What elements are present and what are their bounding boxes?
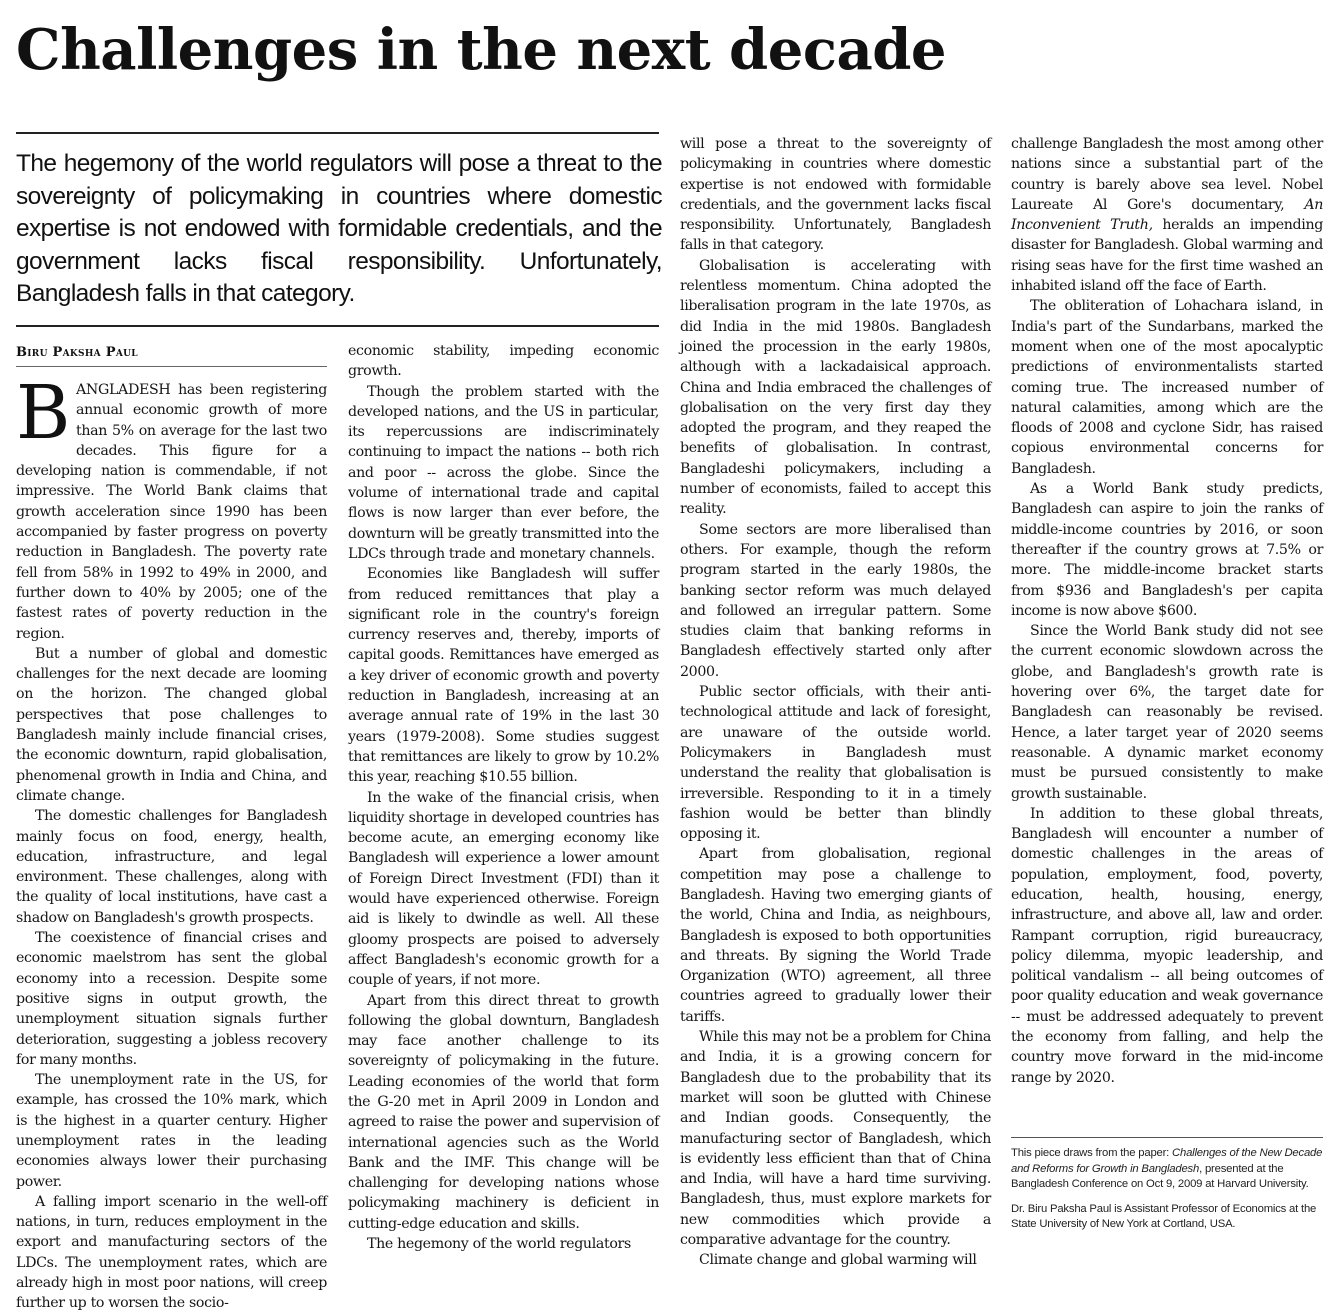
article-column-1 <box>16 370 327 1312</box>
standfirst-bottom-rule <box>16 325 659 327</box>
article-paragraph: The unemployment rate in the US, for example, has crossed the 10% mark, which is the highest in a quarter century. Higher unemployment rates in the leading economies always lower their purchasing power. <box>16 1072 327 1190</box>
drop-cap: B <box>16 370 71 456</box>
headline: Challenges in the next decade <box>16 17 947 83</box>
article-paragraph: Apart from globalisation, regional competition may pose a challenge to Bangladesh. Having two emerging giants of the world, China and India, as neighbours, Bangladesh is exposed to both opportunities and threats. By signing the World Trade Organization (WTO) agreement, all three countries agreed to gradually lower their tariffs. <box>680 846 991 1025</box>
article-paragraph: But a number of global and domestic challenges for the next decade are looming on the horizon. The changed global perspectives that pose challenges to Bangladesh mainly include financial crises, the economic downturn, rapid globalisation, phenomenal growth in India and China, and climate change. <box>16 645 327 804</box>
article-paragraph: Though the problem started with the developed nations, and the US in particular, its repercussions are indiscriminately continuing to impact the nations -- both rich and poor -- across the globe. Since the volume of international trade and capital flows is now larger than ever before, the downturn will be greatly transmitted into the LDCs through trade and monetary channels. <box>348 383 659 562</box>
standfirst-top-rule <box>16 132 659 134</box>
article-paragraph: The obliteration of Lohachara island, in India's part of the Sundarbans, marked the moment when one of the most apocalyptic predictions of environmentalists started coming true. The increased number of natural calamities, among which are the floods of 2008 and cyclone Sidr, has raised copious environmental concerns for Bangladesh. <box>1011 298 1323 477</box>
article-column-3 <box>680 134 991 1270</box>
article-paragraph: Public sector officials, with their anti-technological attitude and lack of foresight, are unaware of the outside world. Policymakers in Bangladesh must understand the reality that globalisation is irreversible. Responding to it in a timely fashion would be better than blindly opposing it. <box>680 684 991 843</box>
article-paragraph: will pose a threat to the sovereignty of policymaking in countries where domestic expertise is not endowed with formidable credentials, and the government lacks fiscal responsibility. Unfortunately, Bangladesh falls in that category. <box>680 136 991 254</box>
article-paragraph: As a World Bank study predicts, Bangladesh can aspire to join the ranks of middle-income countries by 2016, or soon thereafter if the country grows at 7.5% or more. The middle-income bracket starts from $936 and Bangladesh's per capita income is now above $600. <box>1011 481 1323 619</box>
byline-rule <box>16 366 327 367</box>
paragraph-text: challenge Bangladesh the most among other nations since a substantial part of the country is barely above sea level. Nobel Laureate Al Gore's documentary, <box>1011 136 1323 213</box>
footnote-rule <box>1011 1137 1323 1138</box>
article-paragraph: Climate change and global warming will <box>699 1252 977 1269</box>
article-paragraph: The hegemony of the world regulators <box>367 1236 631 1253</box>
footnote <box>1011 1146 1323 1242</box>
article-paragraph: Economies like Bangladesh will suffer from reduced remittances that play a significant role in the country's foreign currency reserves and, thereby, imports of capital goods. Remittances have emerged as a key driver of economic growth and poverty reduction in Bangladesh, increasing at an average annual rate of 19% in the last 30 years (1979-2008). Some studies suggest that remittances are likely to grow by 10.2% this year, reaching $10.55 billion. <box>348 566 659 786</box>
article-paragraph: Apart from this direct threat to growth following the global downturn, Bangladesh may face another challenge to its sovereignty of policymaking in the future. Leading economies of the world that form the G-20 met in April 2009 in London and agreed to raise the power and supervision of international agencies such as the World Bank and the IMF. This change will be challenging for developing nations whose policymaking machinery is deficient in cutting-edge education and skills. <box>348 992 659 1232</box>
paragraph-text: heralds an impending disaster for Bangladesh. Global warming and rising seas have for the first time washed an inhabited island off the face of Earth. <box>1011 217 1323 295</box>
paper-credit-intro: This piece draws from the paper: <box>1011 1147 1173 1159</box>
author-note: Dr. Biru Paksha Paul is Assistant Professor of Economics at the State University of New York at Cortland, USA. <box>1011 1202 1317 1230</box>
documentary-title: An Inconvenient Truth, <box>1011 196 1323 234</box>
byline: Biru Paksha Paul <box>16 345 138 360</box>
standfirst: The hegemony of the world regulators will pose a threat to the sovereignty of policymaking in countries where domestic expertise is not endowed with formidable credentials, and the government lacks fiscal responsibility. Unfortunately, Bangladesh falls in that category. <box>16 150 662 307</box>
article-paragraph: Since the World Bank study did not see the current economic slowdown across the globe, and Bangladesh's growth rate is hovering over 6%, the target date for Bangladesh can reasonably be revised. Hence, a later target year of 2020 seems reasonable. A dynamic market economy must be pursued consistently to make growth sustainable. <box>1011 623 1323 802</box>
article-column-2 <box>348 341 659 1270</box>
article-paragraph <box>1011 134 1323 296</box>
article-paragraph: Globalisation is accelerating with relentless momentum. China adopted the liberalisation program in the late 1970s, as did India in the mid 1980s. Bangladesh joined the procession in the early 1980s, although with a lackadaisical approach. China and India embraced the challenges of globalisation on the very first day they adopted the program, and they reaped the benefits of globalisation. In contrast, Bangladeshi policymakers, including a number of economists, failed to accept this reality. <box>680 257 991 518</box>
article-paragraph: Some sectors are more liberalised than others. For example, though the reform program started in the early 1980s, the banking sector reform was much delayed and followed an irregular pattern. Some studies claim that banking reforms in Bangladesh effectively started only after 2000. <box>680 521 991 680</box>
article-paragraph: While this may not be a problem for China and India, it is a growing concern for Bangladesh due to the probability that its market will soon be glutted with Chinese and Indian goods. Consequently, the manufacturing sector of Bangladesh, which is evidently less efficient than that of China and India, will have a hard time surviving. Bangladesh, thus, must explore markets for new commodities which provide a comparative advantage for the country. <box>680 1029 991 1249</box>
article-paragraph: The coexistence of financial crises and economic maelstrom has sent the global economy into a recession. Despite some positive signs in output growth, the unemployment situation signals further deterioration, suggesting a jobless recovery for many months. <box>16 930 327 1068</box>
paper-credit-outro: , presented at the Bangladesh Conference on Oct 9, 2009 at Harvard University. <box>1011 1162 1309 1190</box>
paper-credit <box>1011 1146 1323 1193</box>
lead-paragraph-text: ANGLADESH has been registering annual economic growth of more than 5% on average for the last two decades. This figure for a developing nation is commendable, if not impressive. The World Bank claims that growth acceleration since 1990 has been accompanied by faster progress on poverty reduction in Bangladesh. The poverty rate fell from 58% in 1992 to 49% in 2000, and further down to 40% by 2005; one of the fastest rates of poverty reduction in the region. <box>16 382 327 642</box>
article-paragraph: The domestic challenges for Bangladesh mainly focus on food, energy, health, education, infrastructure, and legal environment. These challenges, along with the quality of local institutions, have cast a shadow on Bangladesh's growth prospects. <box>16 808 327 926</box>
article-paragraph: In the wake of the financial crisis, when liquidity shortage in developed countries has become acute, an emerging economy like Bangladesh will experience a lower amount of Foreign Direct Investment (FDI) than it would have experienced otherwise. Foreign aid is likely to dwindle as well. All these gloomy prospects are poised to adversely affect Bangladesh's economic growth for a couple of years, if not more. <box>348 789 659 989</box>
article-paragraph <box>16 370 327 644</box>
article-paragraph: A falling import scenario in the well-off nations, in turn, reduces employment in the export and manufacturing sectors of the LDCs. The unemployment rates, which are already high in most poor nations, will creep further up to worsen the socio- <box>16 1193 327 1312</box>
article-column-4 <box>1011 134 1323 1131</box>
article-paragraph: In addition to these global threats, Bangladesh will encounter a number of domestic challenges in the areas of population, employment, food, poverty, education, health, housing, energy, infrastructure, and above all, law and order. Rampant corruption, rigid bureaucracy, policy dilemma, myopic leadership, and political vandalism -- all being outcomes of poor quality education and weak governance -- must be addressed adequately to prevent the economy from falling, and help the country move forward in the mid-income range by 2020. <box>1011 805 1323 1086</box>
article-paragraph: economic stability, impeding economic growth. <box>348 343 659 380</box>
paper-title: Challenges of the New Decade and Reforms for Growth in Bangladesh <box>1011 1147 1323 1175</box>
